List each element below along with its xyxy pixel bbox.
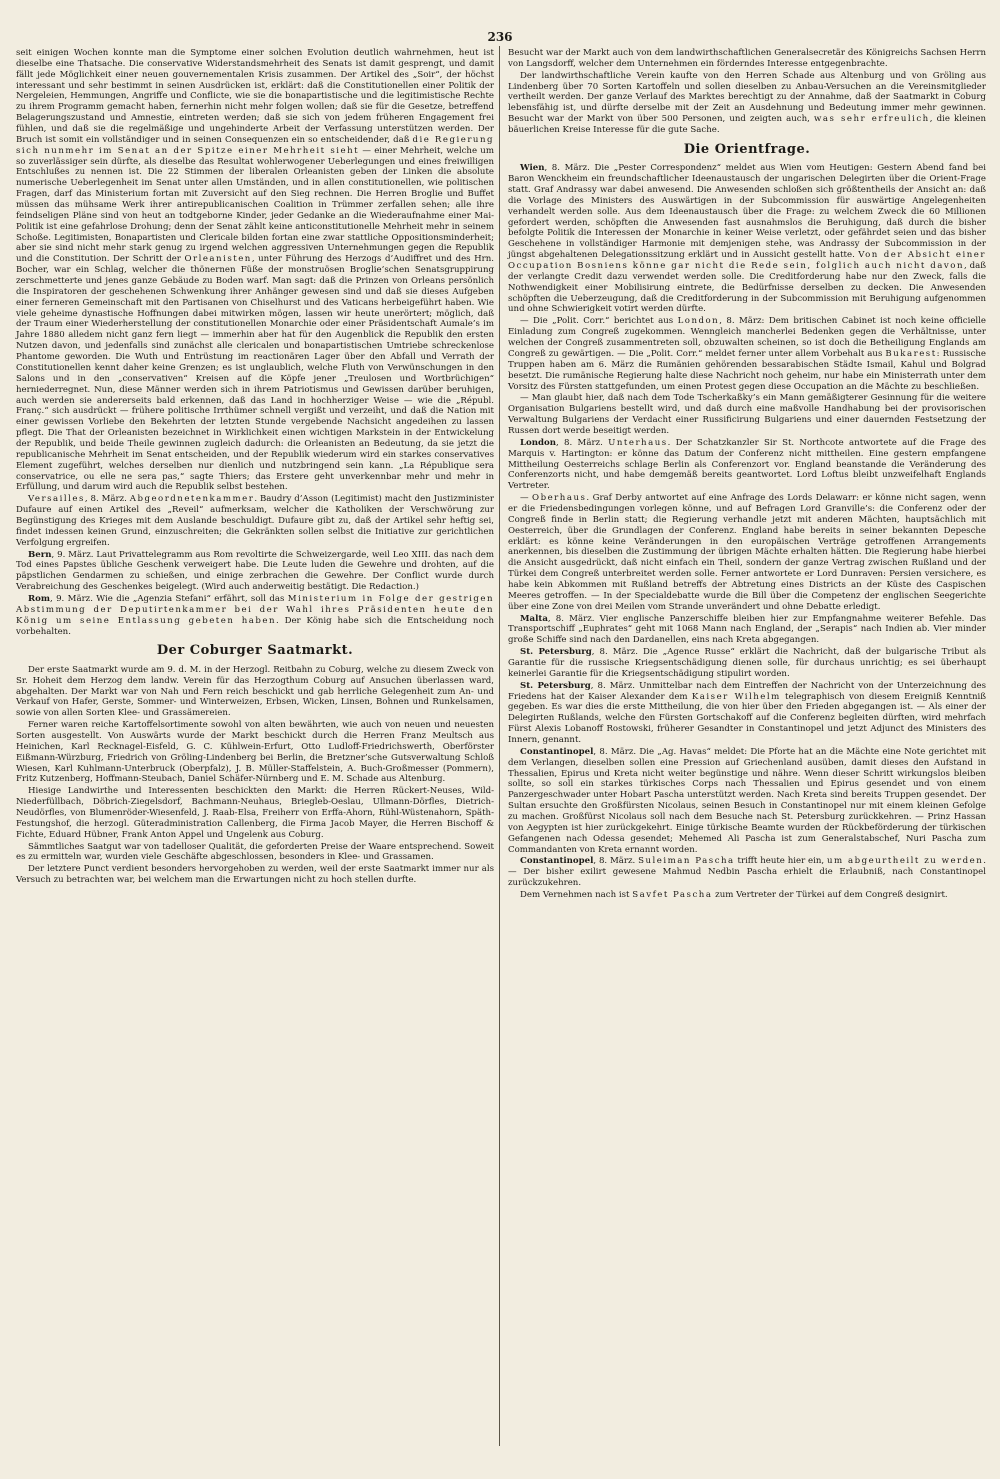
text-run: , 9. März. Laut Privattelegramm aus Rom revoltirte die Schweizergarde, weil Leo XIII. das nach dem Tod eines Papstes übliche Geschenk verweigert habe. Die Leute luden die Gewehre und drohten, auf die päpstlichen Gendarmen zu schießen, und einige zerbrachen die Gewehre. Der Conflict wurde durch Verabreichung des Geschenkes beigelegt. (Wird auch anderweitig bestätigt. Die Redaction.) (16, 549, 494, 593)
text-run: , 8. März. Die „Pester Correspondenz“ meldet aus Wien vom Heutigen: Gestern Abend fand bei Baron Wenckheim ein freundschaftlicher Ideenaustausch der ungarischen Delegirten über die Orient-Frage statt. Graf Andrassy war dabei anwesend. Die Anwesenden schloßen sich größtentheils der Ansicht an: daß die Vorlage des Ministers des Auswärtigen in der Subcommission für auswärtige Angelegenheiten verhandelt werden solle. Aus dem Ideenaustausch über die Frage: zu welchem Zweck die 60 Millionen gefordert werden, schöpften die Anwesenden fast ausnahmslos die Beruhigung, daß durch die bisher befolgte Politik die Interessen der Monarchie in keiner Weise verletzt, oder gefährdet seien und das bisher Geschehene in vollständiger Harmonie mit demjenigen stehe, was Andrassy der Subcommission in der jüngst abgehaltenen Delegationssitzung erklärt und in Aussicht gestellt hatte. (508, 163, 986, 261)
text-run: Der erste Saatmarkt wurde am 9. d. M. in der Herzogl. Reitbahn zu Coburg, welche zu diesem Zweck von Sr. Hoheit dem Herzog dem landw. Verein für das Herzogthum Coburg auf Ansuchen überlassen ward, abgehalten. Der Markt war von Nah und Fern reich beschickt und gab herrliche Gelegenheit zum An- und Verkauf von Hafer, Gerste, Sommer- und Winterweizen, Erbsen, Wicken, Linsen, Bohnen und Runkelsamen, sowie von allen Sorten Klee- und Grassämereien. (16, 664, 494, 719)
column-divider (499, 46, 500, 1446)
article-paragraph (508, 393, 986, 436)
article-paragraph (16, 864, 494, 886)
emphasized-text: Unterhaus (608, 437, 668, 448)
article-paragraph (508, 163, 986, 315)
emphasized-text: Versailles (28, 494, 85, 505)
article-paragraph (16, 48, 494, 493)
article-paragraph (16, 494, 494, 548)
emphasized-text: was sehr erfreulich (813, 114, 930, 125)
dateline: Malta (520, 613, 548, 624)
text-run: — Die „Polit. Corr.“ berichtet aus (520, 316, 678, 327)
article-paragraph (16, 550, 494, 593)
text-run: Der landwirthschaftliche Verein kaufte von den Herren Schade aus Altenburg und von Gröling aus Lindenberg über 70 Sorten Kartoffeln und sollen dieselben zu Anbau-Versuchen an die Vereinsmitglieder vertheilt werden. Der ganze Verlauf des Marktes berechtigt zu der Annahme, daß der Saatmarkt in Coburg lebensfähig ist, und dürfte derselbe mit der Zeit an Ausdehnung und Bedeutung immer mehr gewinnen. Besucht war der Markt von über 500 Personen, und zeigten auch, (508, 70, 986, 125)
text-run: — (520, 493, 533, 504)
article-paragraph (508, 890, 986, 901)
article-paragraph (508, 614, 986, 647)
article-paragraph (16, 665, 494, 719)
text-run: Der letztere Punct verdient besonders hervorgehoben zu werden, weil der erste Saatmarkt immer nur als Versuch zu betrachten war, bei welchem man die Erwartungen nicht zu hoch stellen durfte. (16, 864, 494, 886)
emphasized-text: Orleanisten (184, 254, 252, 265)
text-run: Sämmtliches Saatgut war von tadelloser Qualität, die geforderten Preise der Waare entsprechend. Soweit es zu ermitteln war, wurden viele Geschäfte abgeschlossen, besonders in Klee- und Grassamen. (16, 841, 494, 863)
emphasized-text: Von der Absicht einer Occupation Bosniens könne gar nicht die Rede sein, folglich auch nicht davon (508, 250, 986, 272)
text-run: , 9. März. Wie die „Agenzia Stefani“ erfährt, soll das (49, 593, 288, 604)
emphasized-text: Abgeordnetenkammer (129, 494, 255, 505)
text-run: Besucht war der Markt auch von dem landwirthschaftlichen Generalsecretär des Königreichs Sachsen Herrn von Langsdorff, welcher dem Unternehmen ein förderndes Interesse entgegenbrachte. (508, 48, 986, 69)
text-run: telegraphisch von diesem Ereigniß Kenntniß gegeben. Es war dies die erste Mittheilung, die von hier über den Frieden abgegangen ist. — Als einer der Delegirten Rußlands, welche den Fürsten Gortschakoff auf die Conferenz begleiten dürften, wird mehrfach Fürst Alexis Lobanoff Rostowski, früherer Gesandter in Constantinopel und jetzt Adjunct des Ministers des Innern, genannt. (508, 691, 986, 745)
article-paragraph (16, 842, 494, 864)
dateline: Wien (520, 163, 545, 174)
text-run: , unter Führung des Herzogs d’Audiffret und des Hrn. Bocher, war ein Schlag, welcher die thönernen Füße der monstruösen Broglie’schen Senatsgruppirung zerschmetterte und jenes ganze Gebäude zu Boden warf. Man sagt: daß die Prinzen von Orleans persönlich die Inspiratoren der geschehenen Schwenkung ihrer Anhänger gewesen sind und daß sie dieses Aufgeben einer ferneren Gemeinschaft mit den Partisanen von Chiselhurst und des Vaticans herbeigeführt haben. Wie viele geheime dynastische Hoffnungen dabei mitwirken mögen, lassen wir heute unerörtert; möglich, daß der Traum einer Wiederherstellung der constitutionellen Monarchie oder einer Präsidentschaft Aumale’s im Jahre 1880 alledem nicht ganz fern liegt — immerhin aber hat für den Augenblick die Republik den ersten Nutzen davon, und jedenfalls sind zunächst alle clericalen und bonapartistischen Umtriebe schreckenlose Phantome geworden. Die Wuth und Entrüstung im reactionären Lager über den Abfall und Verrath der Constitutionellen kennt daher keine Grenzen; es ist unglaublich, welche Fluth von Verwünschungen in den Salons und in den „conservativen“ Kreisen auf die Köpfe jener „Treulosen und Wortbrüchigen“ herniederregnet. Nun, diese Männer werden sich in ihrem Patriotismus und Gewissen darüber beruhigen, auch werden sie andererseits bald erkennen, daß das Land in hochherziger Weise — wie die „Républ. Franç.“ sich ausdrückt — frühere politische Irrthümer schnell vergißt und verzeiht, und daß die Nation mit einer gewissen Vorliebe den Bekehrten der letzten Stunde vergebende Nachsicht angedeihen zu lassen pflegt. Die That der Orleanisten bezeichnet in Wirklichkeit einen wichtigen Markstein in der Entwickelung der Republik, und beide Theile gewinnen zugleich dadurch: die Orleanisten an Bedeutung, da sie jetzt die republicanische Mehrheit im Senat entscheiden, und der Republik wiederum wird ein starkes conservatives Element zugeführt, welches derselben nur dienlich und nutzbringend sein kann. „La République sera conservatrice, ou elle ne sera pas,“ sagte Thiers; das Erstere geht unverkennbar mehr und mehr in Erfüllung, und darum wird auch die Republik selbst bestehen. (16, 254, 494, 493)
article-paragraph (508, 493, 986, 612)
text-run: , 8. März. (84, 494, 130, 505)
text-run: . Graf Derby antwortet auf eine Anfrage des Lords Delawarr: er könne nicht sagen, wenn er die Friedensbedingungen vorlegen könne, und auf Befragen Lord Granville’s: die Conferenz oder der Congreß finde in Berlin statt; die Regierung verhandle jetzt mit anderen Mächten, hauptsächlich mit Oesterreich, über die Grundlagen der Conferenz. England habe bereits in seiner bekannten Depesche erklärt: es könne keine Veränderungen in den europäischen Verträge getroffenen Arrangements anerkennen, bis dieselben die Zustimmung der übrigen Mächte erhalten hätten. Die Regierung habe hierbei die Ansicht ausgedrückt, daß nicht einfach ein Theil, sondern der ganze Vertrag zwischen Rußland und der Türkei dem Congreß unterbreitet werden solle. Ferner antwortete er Lord Dunraven: Persien versichere, es habe kein Abkommen mit Rußland betreffs der Abtretung eines Districts an der Küste des Caspischen Meeres getroffen. — In der Specialdebatte wurde die Bill über die Competenz der englischen Seegerichte über eine Zone von drei Meilen vom Strande unverändert und ohne Debatte erledigt. (508, 493, 986, 612)
text-run: . Der Schatzkanzler Sir St. Northcote antwortete auf die Frage des Marquis v. Hartington: er könne das Datum der Conferenz nicht mittheilen. Eine gestern empfangene Mittheilung Oesterreichs schlage Berlin als Conferenzort vor. England beanstande die Veränderung des Conferenzorts nicht, und habe demgemäß bereits geantwortet. Lord Loftus bleibt unzweifelhaft Englands Vertreter. (508, 437, 986, 492)
text-run: . — Der bisher exilirt gewesene Mahmud Nedbin Pascha erhielt die Erlaubniß, nach Constantinopel zurückzukehren. (508, 856, 986, 889)
text-run: Ferner waren reiche Kartoffelsortimente sowohl von alten bewährten, wie auch von neuen und neuesten Sorten ausgestellt. Von Auswärts wurde der Markt beschickt durch die Herren Franz Meultsch aus Heinichen, Karl Recknagel-Eisfeld, G. C. Kühlwein-Erfurt, Otto Ludloff-Friedrichswerth, Oberförster Eißmann-Würzburg, Friedrich von Gröling-Lindenberg bei Berlin, die Bretzner’sche Gutsverwaltung Schloß Wiesen, Karl Kuhlmann-Unterbruck (Oberpfalz), J. B. Müller-Staffelstein, A. Buch-Großmesser (Pommern), Fritz Kutzenberg, Hoffmann-Steubach, Daniel Schäfer-Nürnberg und E. M. Schade aus Altenburg. (16, 720, 494, 785)
section-heading: Die Orientfrage. (683, 141, 811, 157)
article-paragraph (508, 856, 986, 889)
text-run: . Der König habe sich die Entscheidung noch vorbehalten. (16, 615, 494, 637)
article-paragraph (508, 71, 986, 136)
text-run: — Man glaubt hier, daß nach dem Tode Tscherkaßky’s ein Mann gemäßigterer Gesinnung für die weitere Organisation Bulgariens bestellt wird, und daß durch eine maßvolle Handhabung bei der provisorischen Verwaltung Bulgariens der Verdacht einer Russificirung Bulgariens und einer dauernden Festsetzung der Russen dort werde beseitigt werden. (508, 393, 986, 436)
text-run: : Russische Truppen haben am 6. März die Rumänien gehörenden bessarabischen Städte Ismail, Kahul und Bolgrad besetzt. Die rumänische Regierung halte diese Nachricht noch geheim, nur habe ein Ministerrath unter dem Vorsitz des Fürsten stattgefunden, um einen Protest gegen diese Occupation an die Mächte zu beschließen. (508, 348, 986, 392)
article-paragraph (508, 747, 986, 856)
emphasized-text: Kaiser Wilhelm (691, 691, 781, 702)
text-run: , 8. März. Die „Ag. Havas“ meldet: Die Pforte hat an die Mächte eine Note gerichtet mit dem Verlangen, dieselben sollen eine Pression auf Griechenland ausüben, damit dieses den Aufstand in Thessalien, Epirus und Kreta nicht weiter begünstige und nähre. Wenn dieser Schritt wirkungslos bleiben sollte, so soll ein starkes türkisches Corps nach Thessalien und Epirus gesendet und von einem Panzergeschwader unter Hobart Pascha unterstützt werden. Nach Kreta sind bereits Truppen gesendet. Der Sultan ersuchte den Großfürsten Nicolaus, seinen Besuch in Constantinopel nur mit einem kleinen Gefolge zu machen. Großfürst Nicolaus soll nach dem Besuche nach St. Petersburg zurückkehren. — Prinz Hassan von Aegypten ist hier zurückgekehrt. Einige türkische Beamte wurden der Rückbeförderung der türkischen Gefangenen nach Odessa gesendet; Mehemed Ali Pascha ist zum Generalstabschef, Nuri Pascha zum Commandanten von Kreta ernannt worden. (508, 746, 986, 855)
text-run: , daß der verlangte Credit dazu verwendet werden solle. Die Creditforderung habe nur den Zweck, falls die Nothwendigkeit einer Mobilisirung eintrete, die Bedürfnisse derselben zu decken. Die Anwesenden schöpften die Ueberzeugung, daß die Creditforderung in der Subcommission mit Beruhigung aufgenommen und ohne Schwierigkeit votirt werden dürfte. (508, 261, 986, 315)
dateline: Bern (28, 549, 52, 560)
article-paragraph (508, 681, 986, 746)
emphasized-text: die Regierung sich nunmehr im Senat an der Spitze einer Mehrheit sieht (16, 134, 495, 156)
dateline: St. Petersburg (520, 647, 592, 658)
text-run: seit einigen Wochen konnte man die Symptome einer solchen Evolution deutlich wahrnehmen, heut ist dieselbe eine Thatsache. Die conservative Widerstandsmehrheit des Senats ist damit gesprengt, und damit fällt jede Möglichkeit einer neuen gouvernementalen Krisis zusammen. Der Artikel des „Soir“, der höchst interessant und sehr bestimmt in seinen Ausdrücken ist, erklärt: daß die Constitutionellen einer Politik der Nergeleien, Hemmungen, Angriffe und Conflicte, wie sie die bonapartistische und die legitimistische Rechte zu ihrem Programm gemacht haben, fernerhin nicht mehr folgen wollen; daß sie für die Gesetze, betreffend Belagerungszustand und Amnestie, eintreten werden; daß sie sich von jedem früheren Engagement frei fühlen, und daß sie die regelmäßige und ungehinderte Arbeit der Verfassung unterstützen werden. Der Bruch ist somit ein vollständiger und in seinen Consequenzen ein so entscheidender, daß (16, 48, 494, 145)
text-run: , 8. März. Die „Agence Russe“ erklärt die Nachricht, daß der bulgarische Tribut als Garantie für die russische Kriegsentschädigung dienen solle, für durchaus unrichtig; es sei überhaupt keinerlei Garantie für die Kriegsentschädigung stipulirt worden. (508, 647, 986, 679)
section-heading: Der Coburger Saatmarkt. (156, 643, 354, 659)
text-run: Dem Vernehmen nach ist (520, 890, 633, 901)
emphasized-text: Savfet Pascha (632, 890, 713, 901)
emphasized-text: Suleiman Pascha (638, 856, 735, 867)
dateline: Constantinopel (520, 856, 594, 867)
text-run: — einer Mehrheit, welche um so zuverlässiger sein dürfte, als dieselbe das Resultat wohlerwogener Ueberlegungen und eines freiwilligen Entschlußes zu nennen ist. Die 22 Stimmen der liberalen Orleanisten geben der Linken die absolute numerische Ueberlegenheit im Senat unter allen Umständen, und in allen constitutionellen, wie politischen Fragen, darf das Ministerium fortan mit Zuversicht auf den Sieg rechnen. Die Herren Broglie und Buffet müssen das mühsame Werk ihrer antirepublicanischen Coalition in Trümmer zerfallen sehen; alle ihre feindseligen Pläne sind von heut an todtgeborne Kinder, jeder Gedanke an die Wiederaufnahme einer Mai-Politik ist eine gefahrlose Drohung; denn der Senat zählt keine anticonstitutionelle Mehrheit mehr in seinem Schoße. Legitimisten, Bonapartisten und Clericale bilden fortan eine zwar stattliche Oppositionsminderheit; aber sie sind nicht mehr stark genug zu irgend welchen aggressiven Unternehmungen gegen die Republik und die Constitution. Der Schritt der (16, 145, 494, 265)
text-run: trifft heute hier ein, (734, 856, 827, 867)
article-paragraph (508, 438, 986, 492)
article-paragraph (508, 316, 986, 392)
article-paragraph (508, 48, 986, 70)
right-column (508, 48, 986, 902)
text-run: , 8. März. (556, 437, 609, 448)
text-run: Hiesige Landwirthe und Interessenten beschickten den Markt: die Herren Rückert-Neuses, Wild-Niederfüllbach, Döbrich-Ziegelsdorf, Bachmann-Neuhaus, Brieglеb-Oeslau, Ullmann-Dörfles, Dietrich-Neudörfles, von Blumenröder-Wiesenfeld, J. Raab-Elsa, Freiherr von Erffa-Ahorn, Rühl-Wüstenahorn, Späth-Festungshof, die herzogl. Güteradministration Callenberg, die Firma Jacob Mayer, die Herren Bischoff & Fichte, Eduard Hübner, Frank Anton Appel und Ungelenk aus Coburg. (16, 786, 494, 840)
article-paragraph (16, 720, 494, 785)
text-run: . Baudry d’Asson (Legitimist) macht den Justizminister Dufaure auf einen Artikel des „Reveil“ aufmerksam, welcher die Katholiken der Verschwörung zur Begünstigung des Krieges mit dem Auslande beschuldigt. Dufaure gibt zu, daß der Artikel sehr heftig sei, findet indessen keinen Grund, einzuschreiten; die Gekränkten sollen selbst die Initiative zur gerichtlichen Verfolgung ergreifen. (16, 494, 494, 548)
dateline: London (520, 437, 557, 448)
dateline: Constantinopel (520, 746, 594, 757)
article-paragraph (16, 786, 494, 840)
page-number: 236 (487, 30, 513, 44)
emphasized-text: Ministerium in Folge der gestrigen Abstimmung der Deputirtenkammer bei der Wahl ihres Präsidenten heute den König um seine Entlassung gebeten haben (16, 593, 495, 626)
emphasized-text: um abgeurtheilt zu werden (826, 856, 984, 867)
article-paragraph (16, 594, 494, 637)
text-run: , 8. März. Vier englische Panzerschiffe bleiben hier zur Empfangnahme weiterer Befehle. Das Transportschiff „Euphrates“ geht mit 1068 Mann nach England, der „Serapis“ nach Indien ab. Vier minder große Schiffe sind nach den Dardanellen, eins nach Kreta abgegangen. (508, 613, 986, 646)
emphasized-text: Bukarest (885, 348, 937, 359)
text-run: , die kleinen bäuerlichen Kreise Interesse für die gute Sache. (508, 114, 986, 136)
left-column (16, 48, 494, 887)
emphasized-text: London (677, 316, 720, 327)
text-run: zum Vertreter der Türkei auf dem Congreß designirt. (712, 890, 948, 901)
article-paragraph (508, 647, 986, 680)
text-run: , 8. März. (593, 856, 639, 867)
text-run: , 8. März. Unmittelbar nach dem Eintreffen der Nachricht von der Unterzeichnung des Friedens hat der Kaiser Alexander dem (508, 680, 986, 702)
dateline: Rom (28, 593, 50, 604)
dateline: St. Petersburg (520, 680, 591, 691)
emphasized-text: Oberhaus (532, 493, 587, 504)
text-run: , 8. März: Dem britischen Cabinet ist noch keine officielle Einladung zum Congreß zugekommen. Wenngleich mancherlei Bedenken gegen die Verhältnisse, unter welchen der Congreß zusammentreten soll, obzuwalten scheinen, so ist doch die Betheiligung Englands am Congreß zu gewärtigen. — Die „Polit. Corr.“ meldet ferner unter allem Vorbehalt aus (508, 316, 986, 359)
